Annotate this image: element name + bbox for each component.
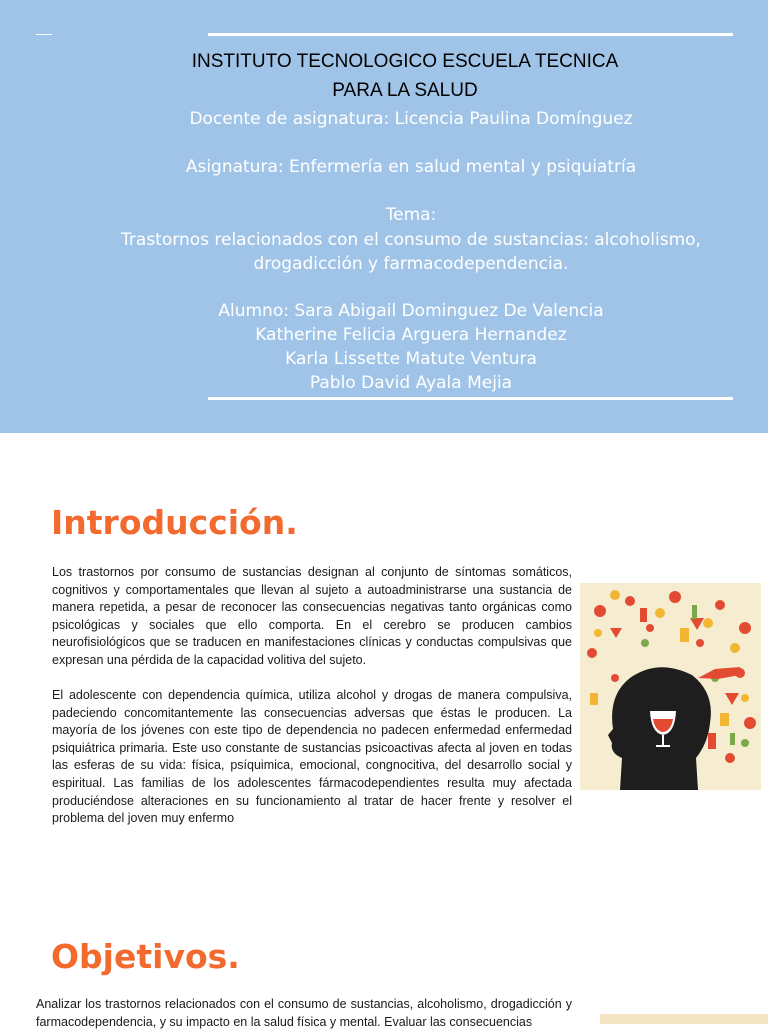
bottom-rule [208, 397, 733, 400]
objectives-paragraph: Analizar los trastornos relacionados con el consumo de sustancias, alcoholismo, drogadicción y farmacodependencia, y su impacto en la salud física y mental. Evaluar las consecuencias [36, 997, 572, 1029]
objectives-heading: Objetivos. [51, 937, 240, 976]
decor-dash [36, 34, 52, 35]
addiction-head-illustration [580, 583, 761, 790]
institution-line-1: INSTITUTO TECNOLOGICO ESCUELA TECNICA [191, 51, 619, 72]
objectives-illustration-edge [600, 1014, 768, 1024]
student-3: Karla Lissette Matute Ventura [285, 349, 537, 369]
institution-line-2: PARA LA SALUD [332, 80, 478, 101]
topic-line-2: drogadicción y farmacodependencia. [253, 254, 569, 274]
subject-line: Asignatura: Enfermería en salud mental y psiquiatría [185, 157, 637, 177]
introduction-paragraph-2: El adolescente con dependencia química, utiliza alcohol y drogas de manera compulsiva, padeciendo concomitantemente las consecuencias adversas que éstas le producen. La mayoría de los jóvenes con este tipo de dependencia no padecen enfermedad enfermedad psiquiátrica primaria. Este uso constante de sustancias psicoactivas afecta al joven en todas las esferas de su vida: física, psíquimica, emocional, congnocitiva, del desarrollo social y espiritual. Las familias de los adolescentes fármacodependientes resulta muy afectada produciéndose alteraciones en su funcionamiento al tratar de hacer frente y resolver el problema del joven muy enfermo [52, 688, 572, 826]
topic-label: Tema: [385, 205, 437, 225]
student-2: Katherine Felicia Arguera Hernandez [255, 325, 567, 345]
introduction-paragraph-1: Los trastornos por consumo de sustancias designan al conjunto de síntomas somáticos, cognitivos y comportamentales que llevan al sujeto a autoadministrarse una sustancia de manera repetida, a pesar de reconocer las consecuencias negativas tanto orgánicas como psicológicas y sociales que ello comporta. En el cerebro se producen cambios neurofisiológicos que se traducen en manifestaciones clínicas y conductas compulsivas que expresan una pérdida de la capacidad volitiva del sujeto. [52, 565, 572, 667]
student-1: Alumno: Sara Abigail Dominguez De Valencia [218, 301, 604, 321]
student-4: Pablo David Ayala Mejia [309, 373, 513, 393]
title-banner [0, 0, 768, 433]
introduction-heading: Introducción. [51, 503, 298, 542]
teacher-line: Docente de asignatura: Licencia Paulina Domínguez [189, 109, 633, 129]
top-rule [208, 33, 733, 36]
topic-line-1: Trastornos relacionados con el consumo de sustancias: alcoholismo, [121, 230, 701, 250]
